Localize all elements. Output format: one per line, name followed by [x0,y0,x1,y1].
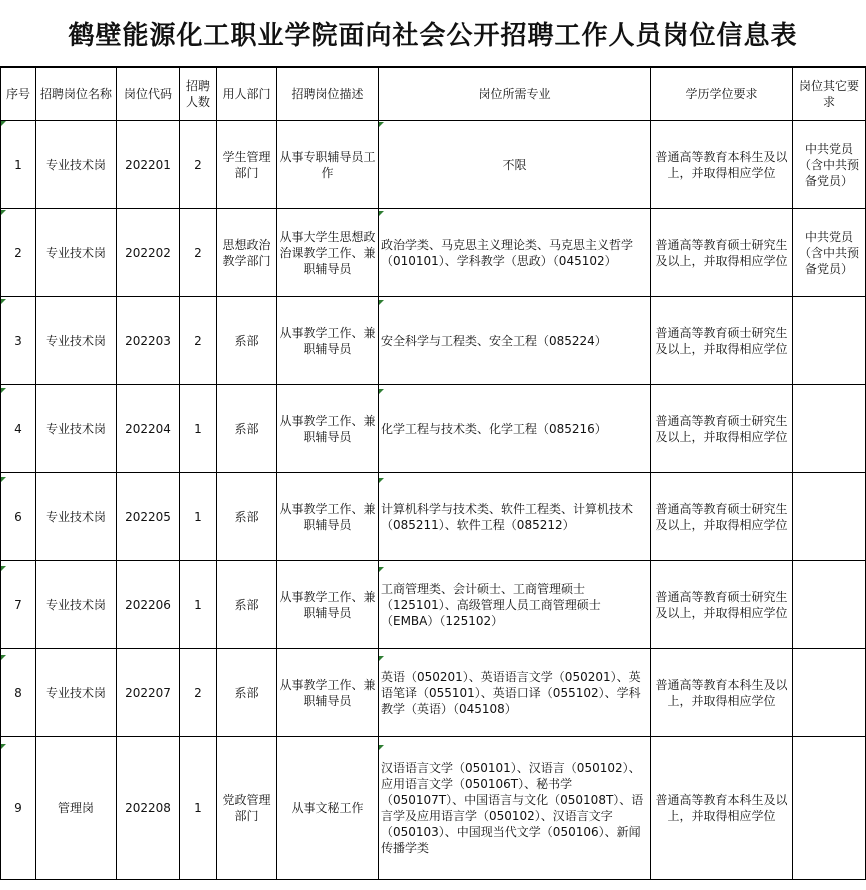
cell-code: 202205 [117,473,180,561]
cell-other: 中共党员（含中共预备党员） [793,121,866,209]
table-row [1,297,866,385]
header-cell: 招聘岗位描述 [277,68,379,121]
cell-name: 专业技术岗 [36,385,117,473]
cell-edu: 普通高等教育硕士研究生及以上，并取得相应学位 [651,209,793,297]
cell-count: 2 [180,297,217,385]
cell-no: 2 [1,209,36,297]
header-cell: 序号 [1,68,36,121]
cell-other [793,561,866,649]
header-cell: 岗位其它要求 [793,68,866,121]
cell-desc: 从事教学工作、兼职辅导员 [277,385,379,473]
cell-major: 安全科学与工程类、安全工程（085224） [379,297,651,385]
cell-dept: 党政管理部门 [217,737,277,880]
comment-marker-icon [379,478,384,483]
cell-major: 不限 [379,121,651,209]
header-cell: 用人部门 [217,68,277,121]
comment-marker-icon [1,299,6,304]
cell-count: 1 [180,473,217,561]
table-row [1,561,866,649]
comment-marker-icon [1,210,6,215]
cell-no: 6 [1,473,36,561]
cell-major: 工商管理类、会计硕士、工商管理硕士（125101）、高级管理人员工商管理硕士（EMBA）（125102） [379,561,651,649]
table-row [1,385,866,473]
cell-no: 4 [1,385,36,473]
cell-edu: 普通高等教育硕士研究生及以上，并取得相应学位 [651,561,793,649]
table-row [1,473,866,561]
cell-code: 202206 [117,561,180,649]
comment-marker-icon [379,122,384,127]
cell-count: 1 [180,385,217,473]
cell-code: 202201 [117,121,180,209]
cell-other [793,473,866,561]
comment-marker-icon [1,121,6,126]
cell-major: 英语（050201）、英语语言文学（050201）、英语笔译（055101）、英语口译（055102）、学科教学（英语）（045108） [379,649,651,737]
header-cell: 招聘岗位名称 [36,68,117,121]
header-cell: 招聘人数 [180,68,217,121]
cell-count: 2 [180,209,217,297]
cell-edu: 普通高等教育硕士研究生及以上，并取得相应学位 [651,385,793,473]
table-row [1,649,866,737]
cell-other [793,737,866,880]
cell-edu: 普通高等教育硕士研究生及以上，并取得相应学位 [651,473,793,561]
job-info-table [0,67,866,880]
page-title: 鹤壁能源化工职业学院面向社会公开招聘工作人员岗位信息表 [0,0,866,67]
cell-code: 202207 [117,649,180,737]
cell-major: 政治学类、马克思主义理论类、马克思主义哲学（010101）、学科教学（思政）（045102） [379,209,651,297]
cell-count: 2 [180,649,217,737]
header-cell: 学历学位要求 [651,68,793,121]
cell-no: 7 [1,561,36,649]
cell-code: 202204 [117,385,180,473]
comment-marker-icon [379,656,384,661]
comment-marker-icon [1,655,6,660]
header-cell: 岗位所需专业 [379,68,651,121]
cell-major: 汉语语言文学（050101）、汉语言（050102）、应用语言文学（050106T）、秘书学（050107T）、中国语言与文化（050108T）、语言学及应用语言学（050102）、汉语言文字（050103）、中国现当代文学（050106）、新闻传播学类 [379,737,651,880]
cell-code: 202203 [117,297,180,385]
cell-desc: 从事教学工作、兼职辅导员 [277,649,379,737]
cell-edu: 普通高等教育本科生及以上，并取得相应学位 [651,649,793,737]
comment-marker-icon [379,389,384,394]
comment-marker-icon [1,744,6,749]
cell-count: 1 [180,561,217,649]
cell-code: 202208 [117,737,180,880]
cell-dept: 系部 [217,473,277,561]
cell-desc: 从事专职辅导员工作 [277,121,379,209]
cell-name: 管理岗 [36,737,117,880]
cell-other [793,649,866,737]
cell-dept: 系部 [217,297,277,385]
cell-dept: 学生管理部门 [217,121,277,209]
comment-marker-icon [1,566,6,571]
table-row [1,209,866,297]
comment-marker-icon [1,477,6,482]
table-row [1,737,866,880]
comment-marker-icon [1,388,6,393]
cell-edu: 普通高等教育硕士研究生及以上，并取得相应学位 [651,297,793,385]
cell-edu: 普通高等教育本科生及以上，并取得相应学位 [651,737,793,880]
cell-edu: 普通高等教育本科生及以上，并取得相应学位 [651,121,793,209]
cell-major: 计算机科学与技术类、软件工程类、计算机技术（085211）、软件工程（085212） [379,473,651,561]
cell-count: 2 [180,121,217,209]
cell-dept: 系部 [217,385,277,473]
cell-other [793,385,866,473]
cell-name: 专业技术岗 [36,297,117,385]
cell-count: 1 [180,737,217,880]
cell-desc: 从事教学工作、兼职辅导员 [277,561,379,649]
comment-marker-icon [379,567,384,572]
cell-no: 8 [1,649,36,737]
cell-name: 专业技术岗 [36,121,117,209]
cell-no: 1 [1,121,36,209]
cell-dept: 系部 [217,561,277,649]
comment-marker-icon [379,300,384,305]
cell-name: 专业技术岗 [36,649,117,737]
cell-dept: 思想政治教学部门 [217,209,277,297]
cell-other [793,297,866,385]
cell-desc: 从事教学工作、兼职辅导员 [277,473,379,561]
cell-major: 化学工程与技术类、化学工程（085216） [379,385,651,473]
header-cell: 岗位代码 [117,68,180,121]
cell-name: 专业技术岗 [36,473,117,561]
cell-code: 202202 [117,209,180,297]
cell-desc: 从事文秘工作 [277,737,379,880]
cell-name: 专业技术岗 [36,561,117,649]
cell-name: 专业技术岗 [36,209,117,297]
cell-no: 9 [1,737,36,880]
cell-no: 3 [1,297,36,385]
header-row [1,68,866,121]
comment-marker-icon [379,745,384,750]
cell-desc: 从事教学工作、兼职辅导员 [277,297,379,385]
cell-other: 中共党员（含中共预备党员） [793,209,866,297]
comment-marker-icon [379,211,384,216]
cell-dept: 系部 [217,649,277,737]
cell-desc: 从事大学生思想政治课教学工作、兼职辅导员 [277,209,379,297]
table-row [1,121,866,209]
